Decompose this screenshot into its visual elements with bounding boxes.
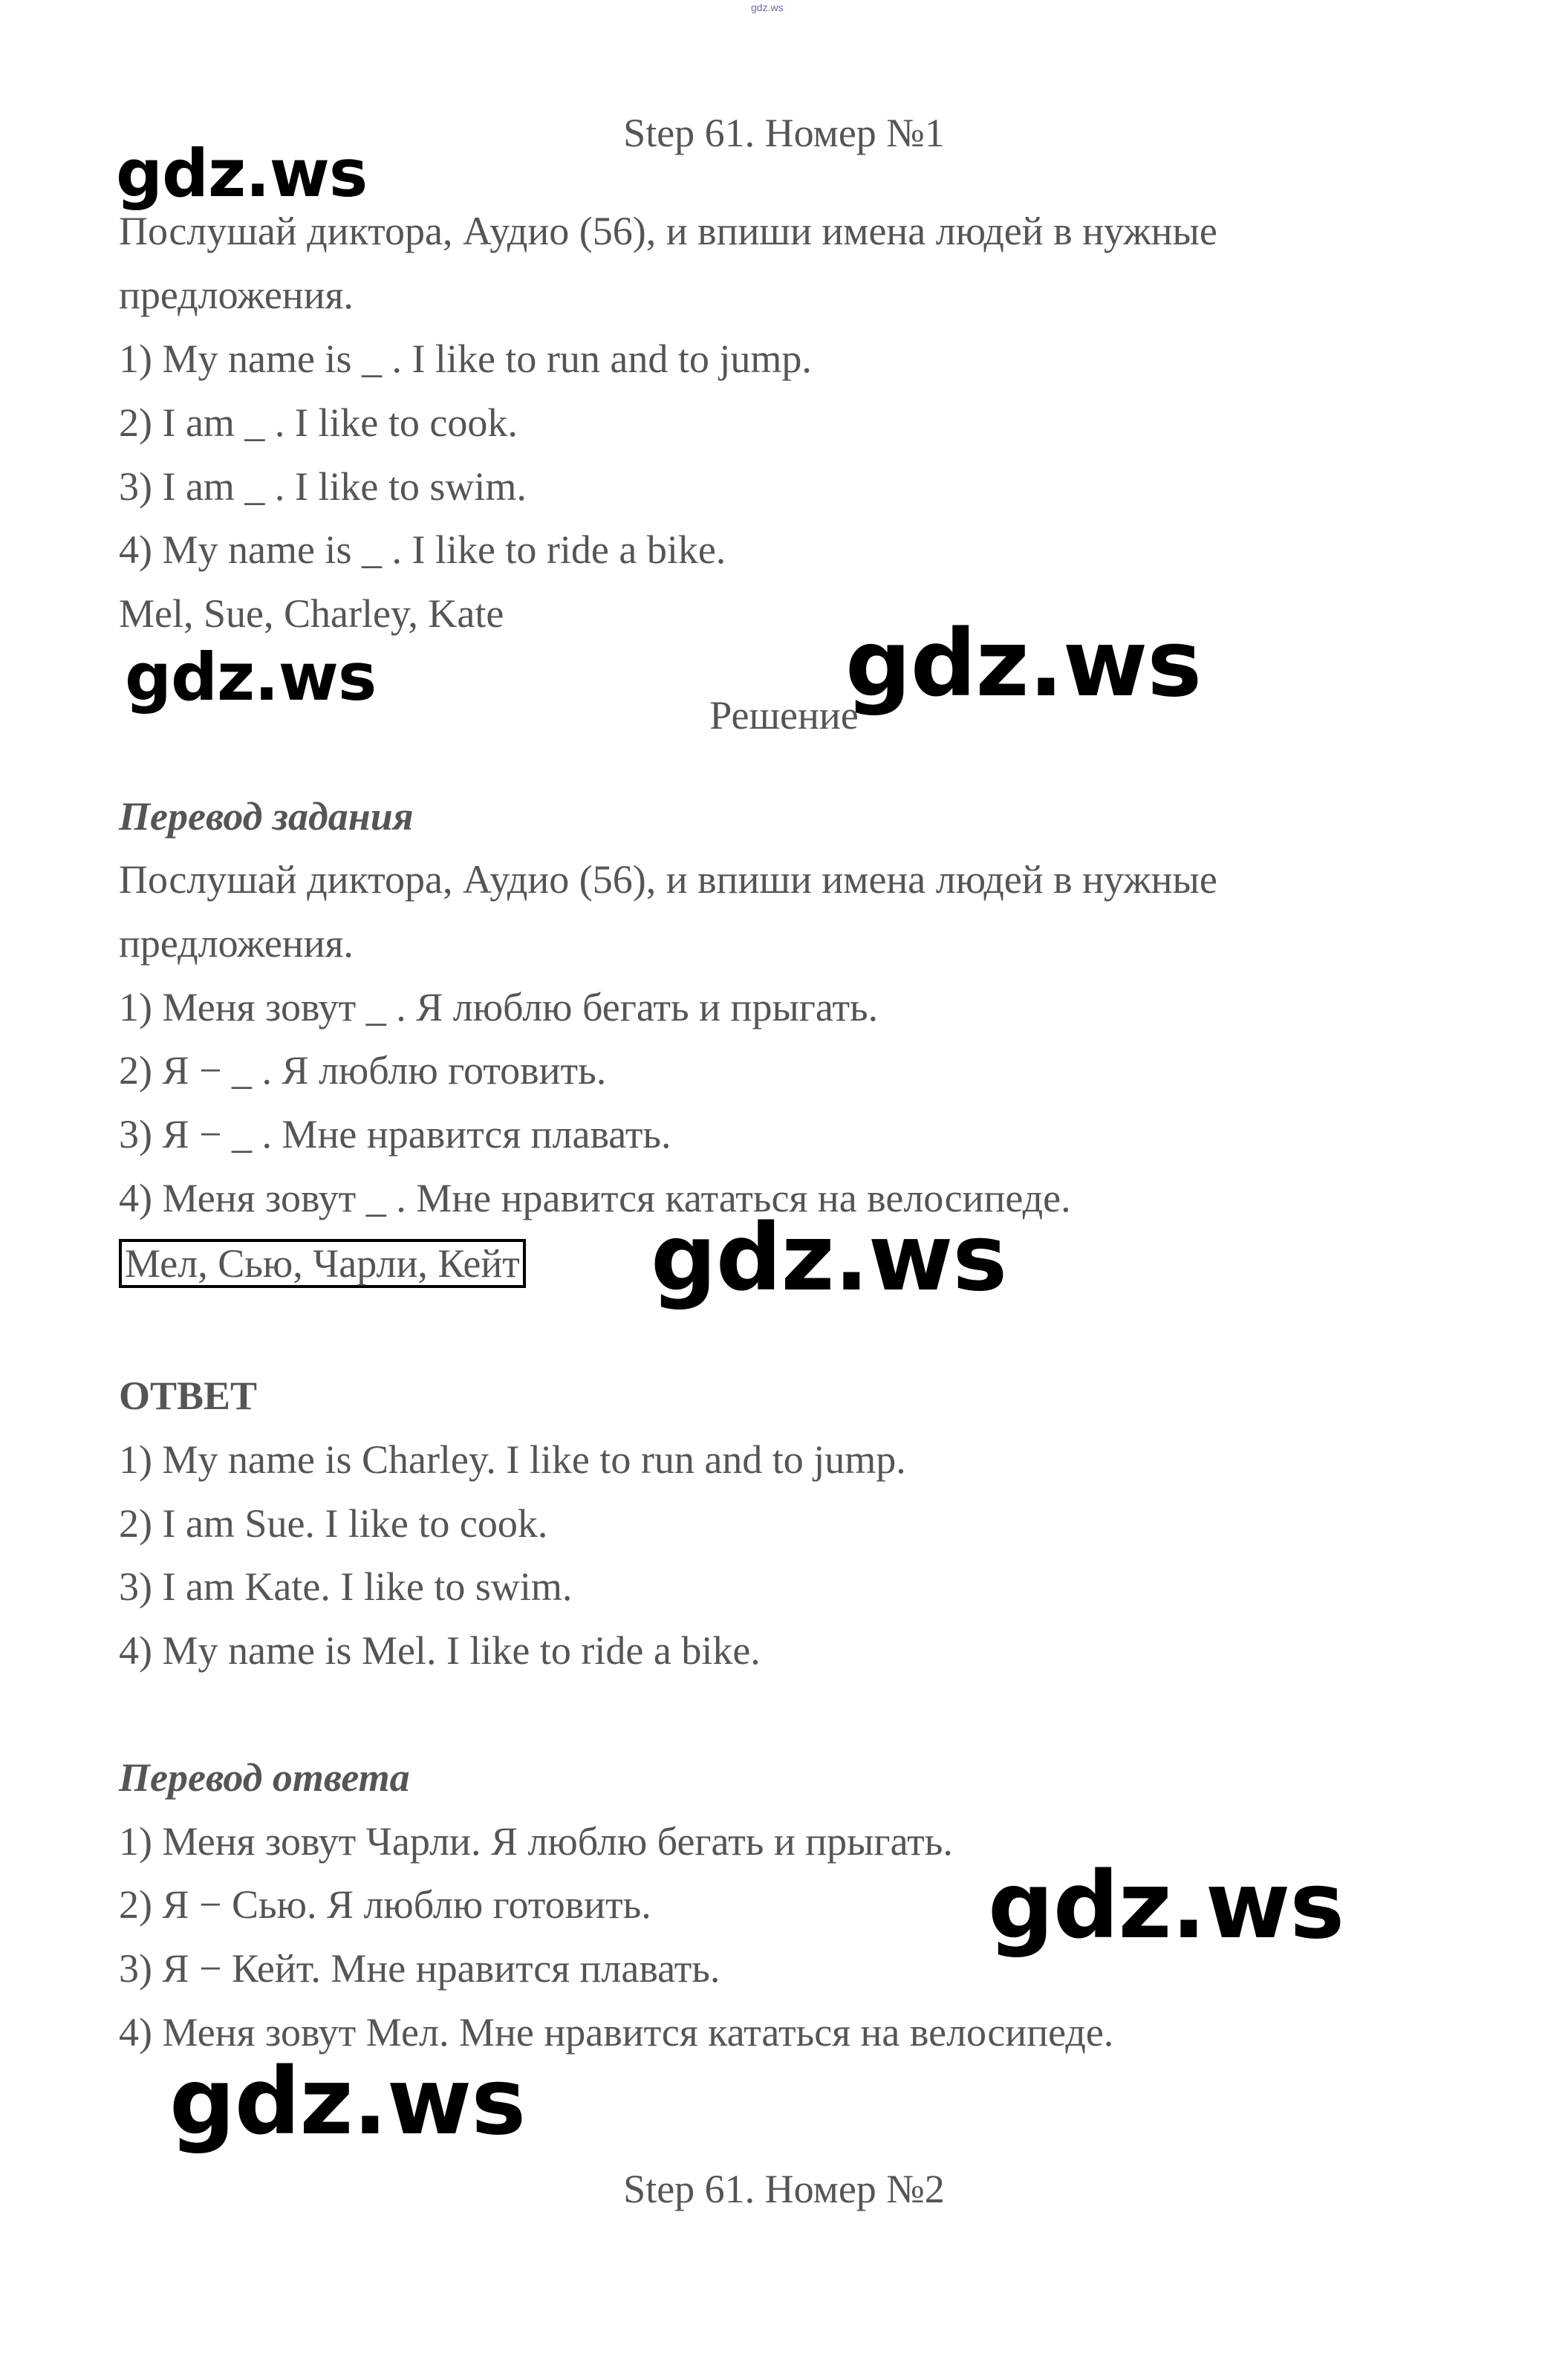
watermark: gdz.ws <box>116 135 368 212</box>
names-box: Мел, Сью, Чарли, Кейт <box>119 1239 526 1288</box>
instruction-line: предложения. <box>119 921 354 966</box>
step-heading: Step 61. Номер №1 <box>623 111 945 155</box>
answer-item: 3) I am Kate. I like to swim. <box>119 1564 573 1609</box>
header-mark: gdz.ws <box>751 1 784 13</box>
watermark: gdz.ws <box>988 1853 1344 1959</box>
answer-heading: ОТВЕТ <box>119 1373 258 1418</box>
translation-item: 4) Меня зовут Мел. Мне нравится кататься на велосипеде. <box>119 2010 1114 2055</box>
translation-item: 1) Меня зовут Чарли. Я люблю бегать и прыгать. <box>119 1819 953 1864</box>
answer-item: 2) I am Sue. I like to cook. <box>119 1501 548 1546</box>
answer-item: 1) My name is Charley. I like to run and to jump. <box>119 1437 906 1482</box>
instruction-line: предложения. <box>119 273 354 317</box>
translation-item: 3) Я − Кейт. Мне нравится плавать. <box>119 1946 720 1991</box>
section-heading: Перевод задания <box>119 794 414 839</box>
section-heading: Перевод ответа <box>119 1755 410 1800</box>
translation-item: 1) Меня зовут _ . Я люблю бегать и прыгать. <box>119 985 879 1030</box>
task-item: 3) I am _ . I like to swim. <box>119 464 527 509</box>
task-item: 4) My name is _ . I like to ride a bike. <box>119 527 726 572</box>
translation-item: 2) Я − _ . Я люблю готовить. <box>119 1048 607 1093</box>
watermark: gdz.ws <box>125 639 377 715</box>
watermark: gdz.ws <box>845 611 1202 718</box>
task-item: 1) My name is _ . I like to run and to jump. <box>119 336 812 381</box>
translation-item: 2) Я − Сью. Я люблю готовить. <box>119 1882 651 1927</box>
answer-item: 4) My name is Mel. I like to ride a bike. <box>119 1628 761 1673</box>
names-list: Mel, Sue, Charley, Kate <box>119 591 504 636</box>
solution-heading: Решение <box>709 693 859 738</box>
translation-item: 4) Меня зовут _ . Мне нравится кататься на велосипеде. <box>119 1176 1071 1220</box>
instruction-line: Послушай диктора, Аудио (56), и впиши имена людей в нужные <box>119 857 1217 902</box>
watermark: gdz.ws <box>651 1205 1007 1312</box>
translation-item: 3) Я − _ . Мне нравится плавать. <box>119 1112 671 1157</box>
instruction-line: Послушай диктора, Аудио (56), и впиши имена людей в нужные <box>119 209 1217 253</box>
watermark: gdz.ws <box>169 2049 526 2156</box>
task-item: 2) I am _ . I like to cook. <box>119 400 518 445</box>
step-heading: Step 61. Номер №2 <box>623 2167 945 2211</box>
